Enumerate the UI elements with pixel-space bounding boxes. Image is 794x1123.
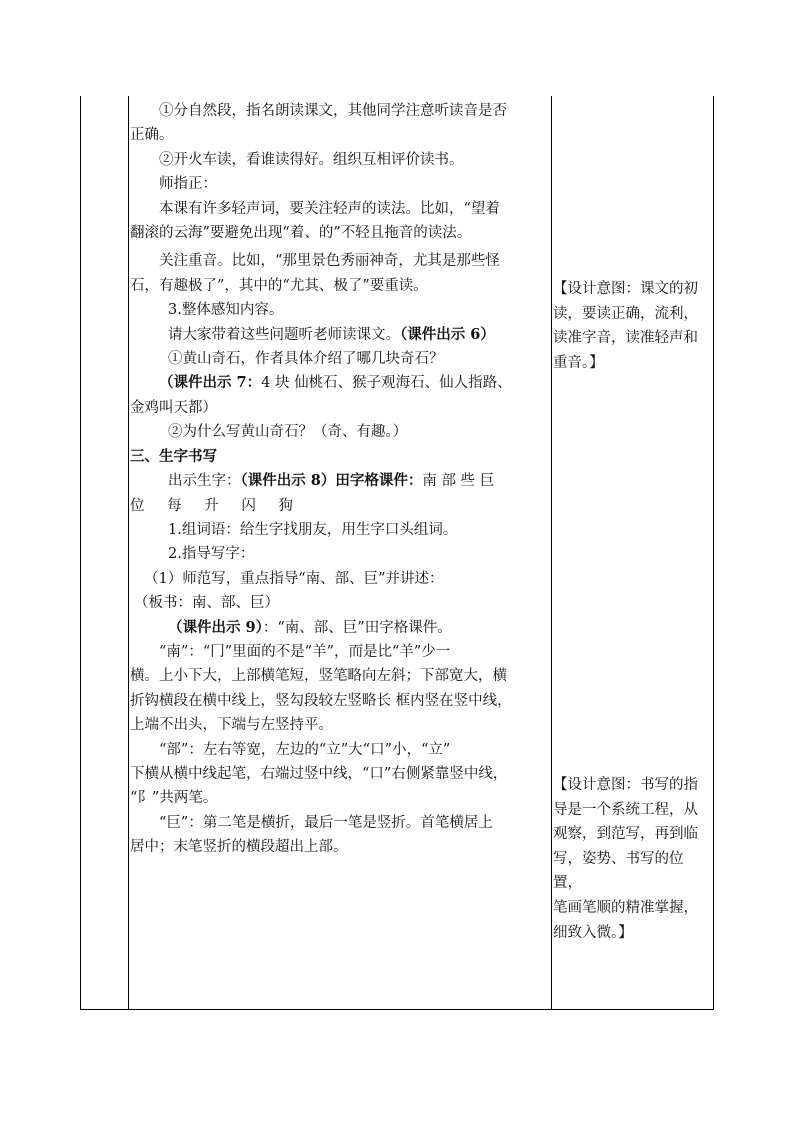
text-line: 位 每 升 闪 狗 — [130, 497, 302, 514]
design-intent-note-2 — [553, 773, 711, 945]
teaching-process-cell — [130, 99, 546, 860]
courseware-ref: （课件出示 9） — [168, 618, 263, 636]
text-line: ②为什么写黄山奇石？（奇、有趣。） — [168, 424, 408, 441]
text-line: 正确。 — [130, 127, 174, 144]
text-run: 出示生字： — [168, 473, 241, 490]
design-intent-note-1 — [553, 277, 711, 375]
text-line: 本课有许多轻声词，要关注轻声的读法。比如，“望着 — [159, 200, 500, 217]
text-line: 3.整体感知内容。 — [168, 302, 284, 319]
courseware-ref: （课件出示 6） — [400, 325, 495, 343]
note-line: 导是一个系统工程，从 — [553, 801, 698, 818]
note-line: 笔画笔顺的精准掌握， — [553, 899, 698, 916]
text-run: 4 块 仙桃石、猴子观海石、仙人指路、 — [261, 375, 512, 392]
text-line: 上端不出头，下端与左竖持平。 — [130, 717, 333, 734]
text-line: “南”：“冂”里面的不是“羊”，而是比“羊”少一 — [159, 643, 451, 660]
text-line: “部”：左右等宽，左边的“立”大“口”小，“立” — [159, 741, 451, 758]
table-border-right — [713, 96, 714, 1010]
text-line — [130, 323, 546, 347]
text-line: “巨”：第二笔是横折，最后一笔是竖折。首笔横居上 — [159, 814, 493, 831]
table-border-bottom — [80, 1009, 714, 1010]
text-line: 翻滚的云海”要避免出现“着、的”不轻且拖音的读法。 — [130, 225, 472, 242]
text-line: （1）师范写，重点指导“南、部、巨”并讲述： — [144, 570, 444, 587]
text-line: ①黄山奇石，作者具体介绍了哪几块奇石？ — [168, 351, 444, 368]
text-line — [130, 469, 546, 493]
note-line: 【设计意图：书写的指 — [553, 777, 698, 793]
section-heading: 三、生字书写 — [130, 447, 217, 465]
text-line: ①分自然段，指名朗读课文，其他同学注意听读音是否 — [159, 103, 507, 119]
text-run: ：“南、部、巨”田字格课件。 — [262, 619, 452, 636]
text-line — [130, 616, 546, 640]
text-line: ②开火车读，看谁读得好。组织互相评价读书。 — [159, 151, 464, 168]
text-line — [130, 371, 546, 395]
text-line: 下横从横中线起笔，右端过竖中线，“口”右侧紧靠竖中线， — [130, 765, 508, 782]
text-line: “阝”共两笔。 — [130, 790, 218, 807]
table-border-col1 — [128, 96, 129, 1010]
note-line: 【设计意图：课文的初 — [553, 281, 698, 297]
text-run: 南 部 些 巨 — [422, 473, 495, 490]
note-line: 写，姿势、书写的位置， — [553, 850, 684, 892]
text-line: 横。上小下大，上部横笔短，竖笔略向左斜；下部宽大，横 — [130, 668, 507, 685]
courseware-ref: （课件出示 8）田字格课件： — [240, 472, 423, 490]
text-line: 1.组词语：给生字找朋友，用生字口头组词。 — [168, 521, 458, 538]
table-border-left — [80, 96, 81, 1010]
text-line: 金鸡叫天都） — [130, 399, 217, 416]
text-line: 关注重音。比如，“那里景色秀丽神奇，尤其是那些怪 — [159, 253, 500, 270]
text-line: 居中；末笔竖折的横段超出上部。 — [130, 839, 348, 856]
note-line: 重音。】 — [553, 354, 604, 371]
text-line: 折钩横段在横中线上，竖勾段较左竖略长 框内竖在竖中线， — [130, 692, 512, 709]
text-line: 石，有趣极了”，其中的“尤其、极了”要重读。 — [130, 277, 428, 294]
note-line: 读准字音，读准轻声和 — [553, 330, 698, 347]
text-line: 师指正： — [159, 176, 217, 193]
text-run: 请大家带着这些问题听老师读课文。 — [168, 326, 400, 343]
note-line: 观察，到范写，再到临 — [553, 826, 698, 843]
text-line: （板书：南、部、巨） — [134, 595, 279, 612]
courseware-ref: （课件出示 7： — [159, 374, 262, 392]
note-line: 读，要读正确，流利， — [553, 305, 698, 322]
table-border-col2 — [551, 96, 552, 1010]
note-line: 细致入微。】 — [553, 924, 633, 941]
text-line: 2.指导写字： — [168, 546, 255, 563]
